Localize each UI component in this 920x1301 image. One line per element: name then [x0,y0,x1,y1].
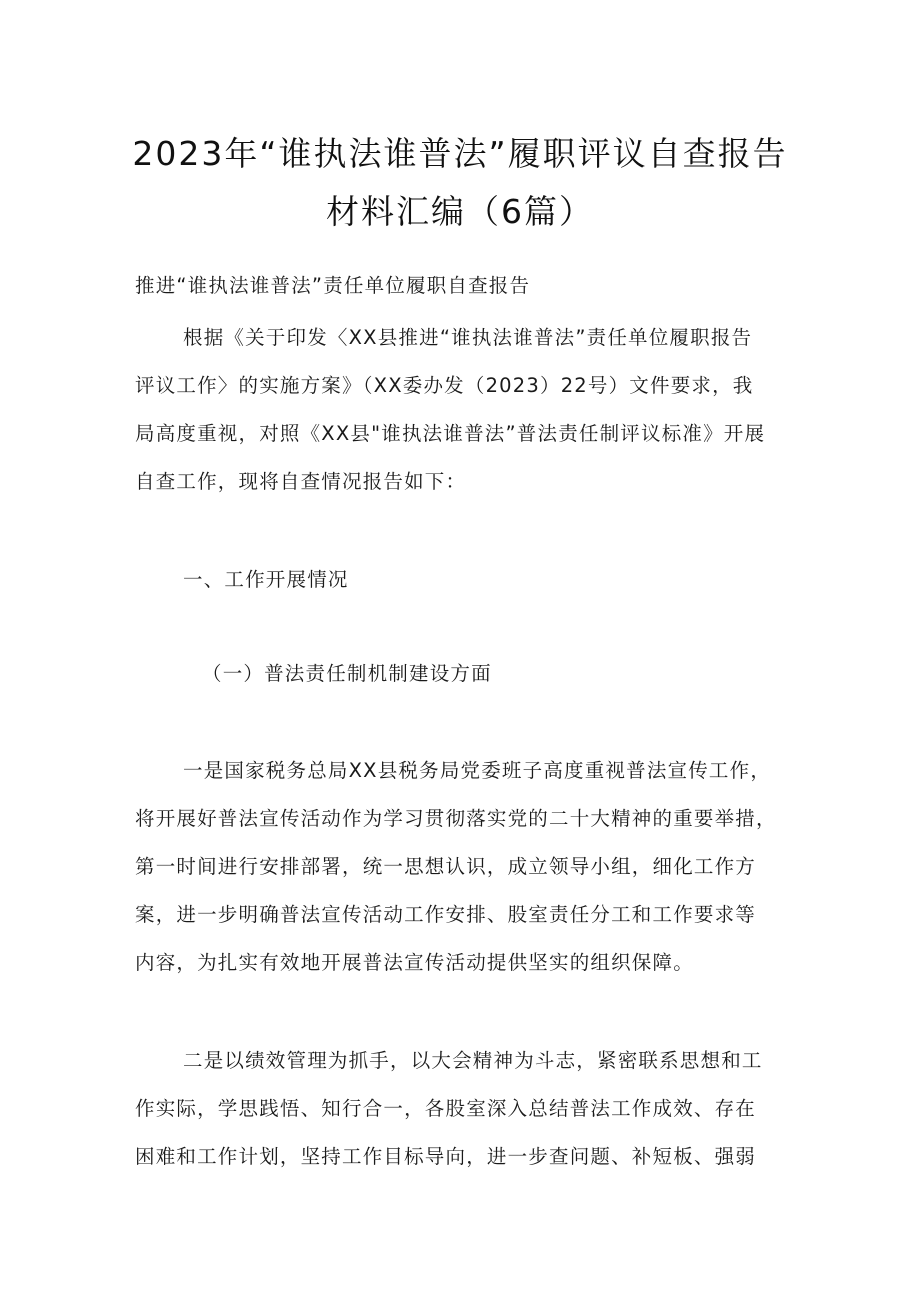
paragraph-line: 二是以绩效管理为抓手，以大会精神为斗志，紧密联系思想和工 [183,1049,763,1072]
paragraph-line: 一是国家税务总局XX县税务局党委班子高度重视普法宣传工作， [183,759,772,782]
subsection-heading: （一）普法责任制机制建设方面 [202,662,492,685]
document-subtitle: 推进“谁执法谁普法”责任单位履职自查报告 [135,274,531,297]
paragraph-line: 案，进一步明确普法宣传活动工作安排、股室责任分工和工作要求等 [135,903,757,926]
intro-line: 评议工作〉的实施方案》（XX委办发（2023）22号）文件要求，我 [135,374,754,397]
intro-line: 根据《关于印发〈XX县推进“谁执法谁普法”责任单位履职报告 [183,326,753,349]
paragraph-line: 困难和工作计划，坚持工作目标导向，进一步查问题、补短板、强弱 [135,1145,757,1168]
paragraph-line: 第一时间进行安排部署，统一思想认识，成立领导小组，细化工作方 [135,855,757,878]
section-heading: 一、工作开展情况 [183,568,349,591]
document-title-line-1: 2023年“谁执法谁普法”履职评议自查报告 [132,134,788,173]
document-title-line-2: 材料汇编（6篇） [326,192,594,231]
intro-line: 局高度重视，对照《XX县"谁执法谁普法”普法责任制评议标准》开展 [135,422,766,445]
paragraph-line: 将开展好普法宣传活动作为学习贯彻落实党的二十大精神的重要举措， [135,807,777,830]
intro-line: 自查工作，现将自查情况报告如下： [135,470,467,493]
paragraph-line: 内容，为扎实有效地开展普法宣传活动提供坚实的组织保障。 [135,951,694,974]
paragraph-line: 作实际，学思践悟、知行合一，各股室深入总结普法工作成效、存在 [135,1097,757,1120]
